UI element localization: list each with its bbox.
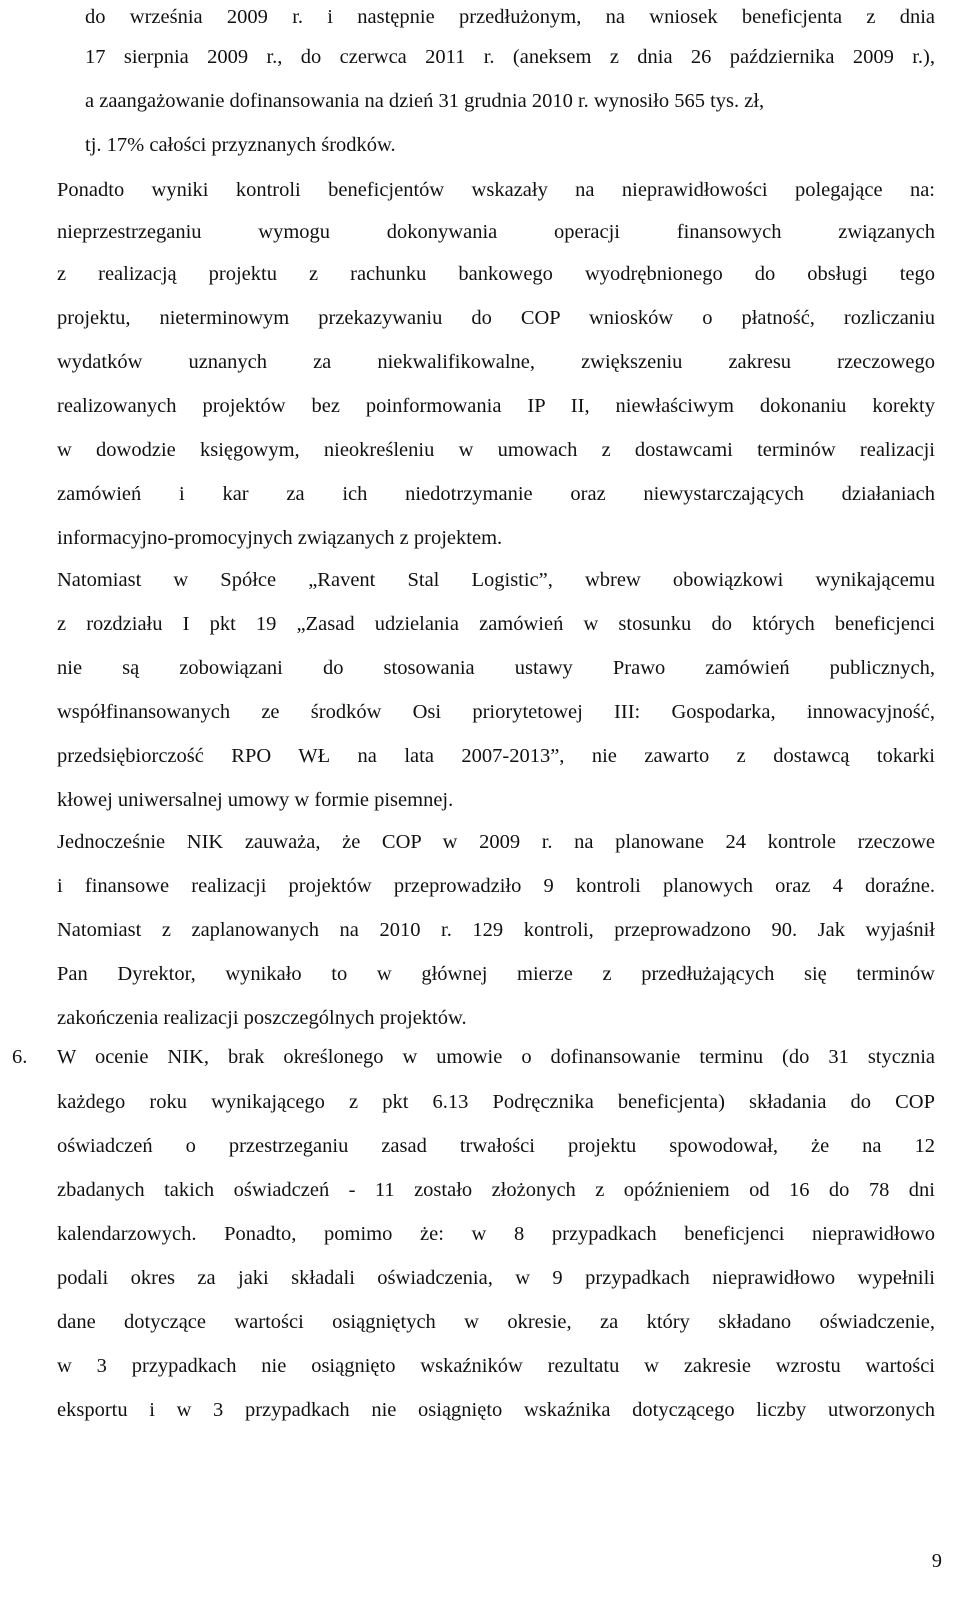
text-line: współfinansowanych ze środków Osi priorytetowej III: Gospodarka, innowacyjność,	[57, 701, 935, 723]
text-line: zbadanych takich oświadczeń - 11 zostało złożonych z opóźnieniem od 16 do 78 dni	[57, 1179, 935, 1201]
text-line: kalendarzowych. Ponadto, pomimo że: w 8 przypadkach beneficjenci nieprawidłowo	[57, 1223, 935, 1245]
text-line: z realizacją projektu z rachunku bankowego wyodrębnionego do obsługi tego	[57, 263, 935, 285]
text-line: zamówień i kar za ich niedotrzymanie oraz niewystarczających działaniach	[57, 483, 935, 505]
text-line: projektu, nieterminowym przekazywaniu do COP wniosków o płatność, rozliczaniu	[57, 307, 935, 329]
text-line: nieprzestrzeganiu wymogu dokonywania operacji finansowych związanych	[57, 221, 935, 243]
text-line: Pan Dyrektor, wynikało to w głównej mierze z przedłużających się terminów	[57, 963, 935, 985]
text-line: Natomiast z zaplanowanych na 2010 r. 129 kontroli, przeprowadzono 90. Jak wyjaśnił	[57, 919, 935, 941]
text-line: podali okres za jaki składali oświadczenia, w 9 przypadkach nieprawidłowo wypełnili	[57, 1267, 935, 1289]
text-line: z rozdziału I pkt 19 „Zasad udzielania zamówień w stosunku do których beneficjenci	[57, 613, 935, 635]
text-line: kłowej uniwersalnej umowy w formie pisemnej.	[57, 789, 454, 811]
text-line: zakończenia realizacji poszczególnych projektów.	[57, 1007, 467, 1029]
text-line: informacyjno-promocyjnych związanych z projektem.	[57, 527, 503, 549]
text-line: do września 2009 r. i następnie przedłużonym, na wniosek beneficjenta z dnia	[85, 6, 935, 28]
text-line: W ocenie NIK, brak określonego w umowie o dofinansowanie terminu (do 31 stycznia	[57, 1046, 935, 1068]
text-line: Natomiast w Spółce „Ravent Stal Logistic”, wbrew obowiązkowi wynikającemu	[57, 569, 935, 591]
list-item-number: 6.	[12, 1046, 28, 1068]
text-line: wydatków uznanych za niekwalifikowalne, zwiększeniu zakresu rzeczowego	[57, 351, 935, 373]
text-line: tj. 17% całości przyznanych środków.	[85, 134, 396, 156]
text-line: realizowanych projektów bez poinformowania IP II, niewłaściwym dokonaniu korekty	[57, 395, 935, 417]
text-line: dane dotyczące wartości osiągniętych w okresie, za który składano oświadczenie,	[57, 1311, 935, 1333]
text-line: 17 sierpnia 2009 r., do czerwca 2011 r. (aneksem z dnia 26 października 2009 r.),	[85, 46, 935, 68]
text-line: nie są zobowiązani do stosowania ustawy Prawo zamówień publicznych,	[57, 657, 935, 679]
text-line: i finansowe realizacji projektów przeprowadziło 9 kontroli planowych oraz 4 doraźne.	[57, 875, 935, 897]
text-line: eksportu i w 3 przypadkach nie osiągnięto wskaźnika dotyczącego liczby utworzonych	[57, 1399, 935, 1421]
text-line: w dowodzie księgowym, nieokreśleniu w umowach z dostawcami terminów realizacji	[57, 439, 935, 461]
text-line: a zaangażowanie dofinansowania na dzień 31 grudnia 2010 r. wynosiło 565 tys. zł,	[85, 90, 765, 112]
page-number: 9	[931, 1550, 942, 1572]
text-line: oświadczeń o przestrzeganiu zasad trwałości projektu spowodował, że na 12	[57, 1135, 935, 1157]
text-line: Jednocześnie NIK zauważa, że COP w 2009 r. na planowane 24 kontrole rzeczowe	[57, 831, 935, 853]
text-line: każdego roku wynikającego z pkt 6.13 Podręcznika beneficjenta) składania do COP	[57, 1091, 935, 1113]
text-line: Ponadto wyniki kontroli beneficjentów wskazały na nieprawidłowości polegające na:	[57, 179, 935, 201]
text-line: przedsiębiorczość RPO WŁ na lata 2007-2013”, nie zawarto z dostawcą tokarki	[57, 745, 935, 767]
text-line: w 3 przypadkach nie osiągnięto wskaźników rezultatu w zakresie wzrostu wartości	[57, 1355, 935, 1377]
